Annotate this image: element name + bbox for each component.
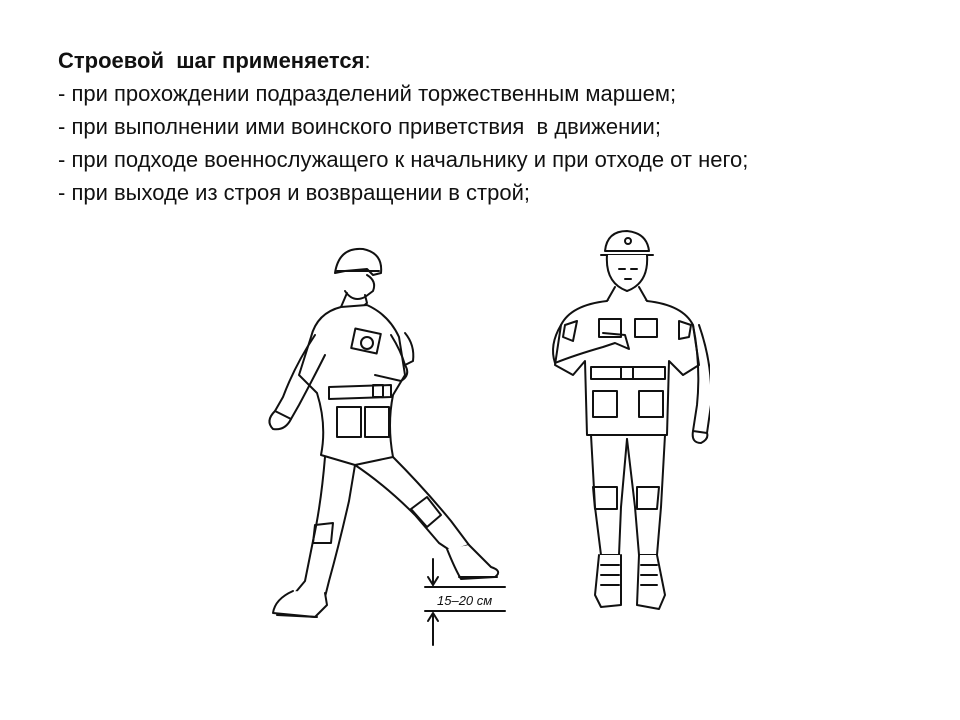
heading-text: Строевой шаг применяется (58, 48, 365, 73)
bullet-item: - при выполнении ими воинского приветствия в движении; (58, 114, 661, 139)
step-height-label: 15–20 см (437, 593, 493, 608)
marching-illustration (255, 225, 710, 650)
marching-soldier-figure (269, 249, 498, 617)
illustration-svg (255, 225, 710, 650)
bullet-item: - при прохождении подразделений торжественным маршем; (58, 81, 677, 106)
text-block (58, 44, 938, 209)
heading-colon: : (364, 48, 371, 73)
bullet-item: - при подходе военнослужащего к начальнику и при отходе от него; (58, 147, 749, 172)
standing-soldier-figure (553, 231, 710, 609)
bullet-item: - при выходе из строя и возвращении в строй; (58, 180, 530, 205)
heading (58, 44, 938, 77)
